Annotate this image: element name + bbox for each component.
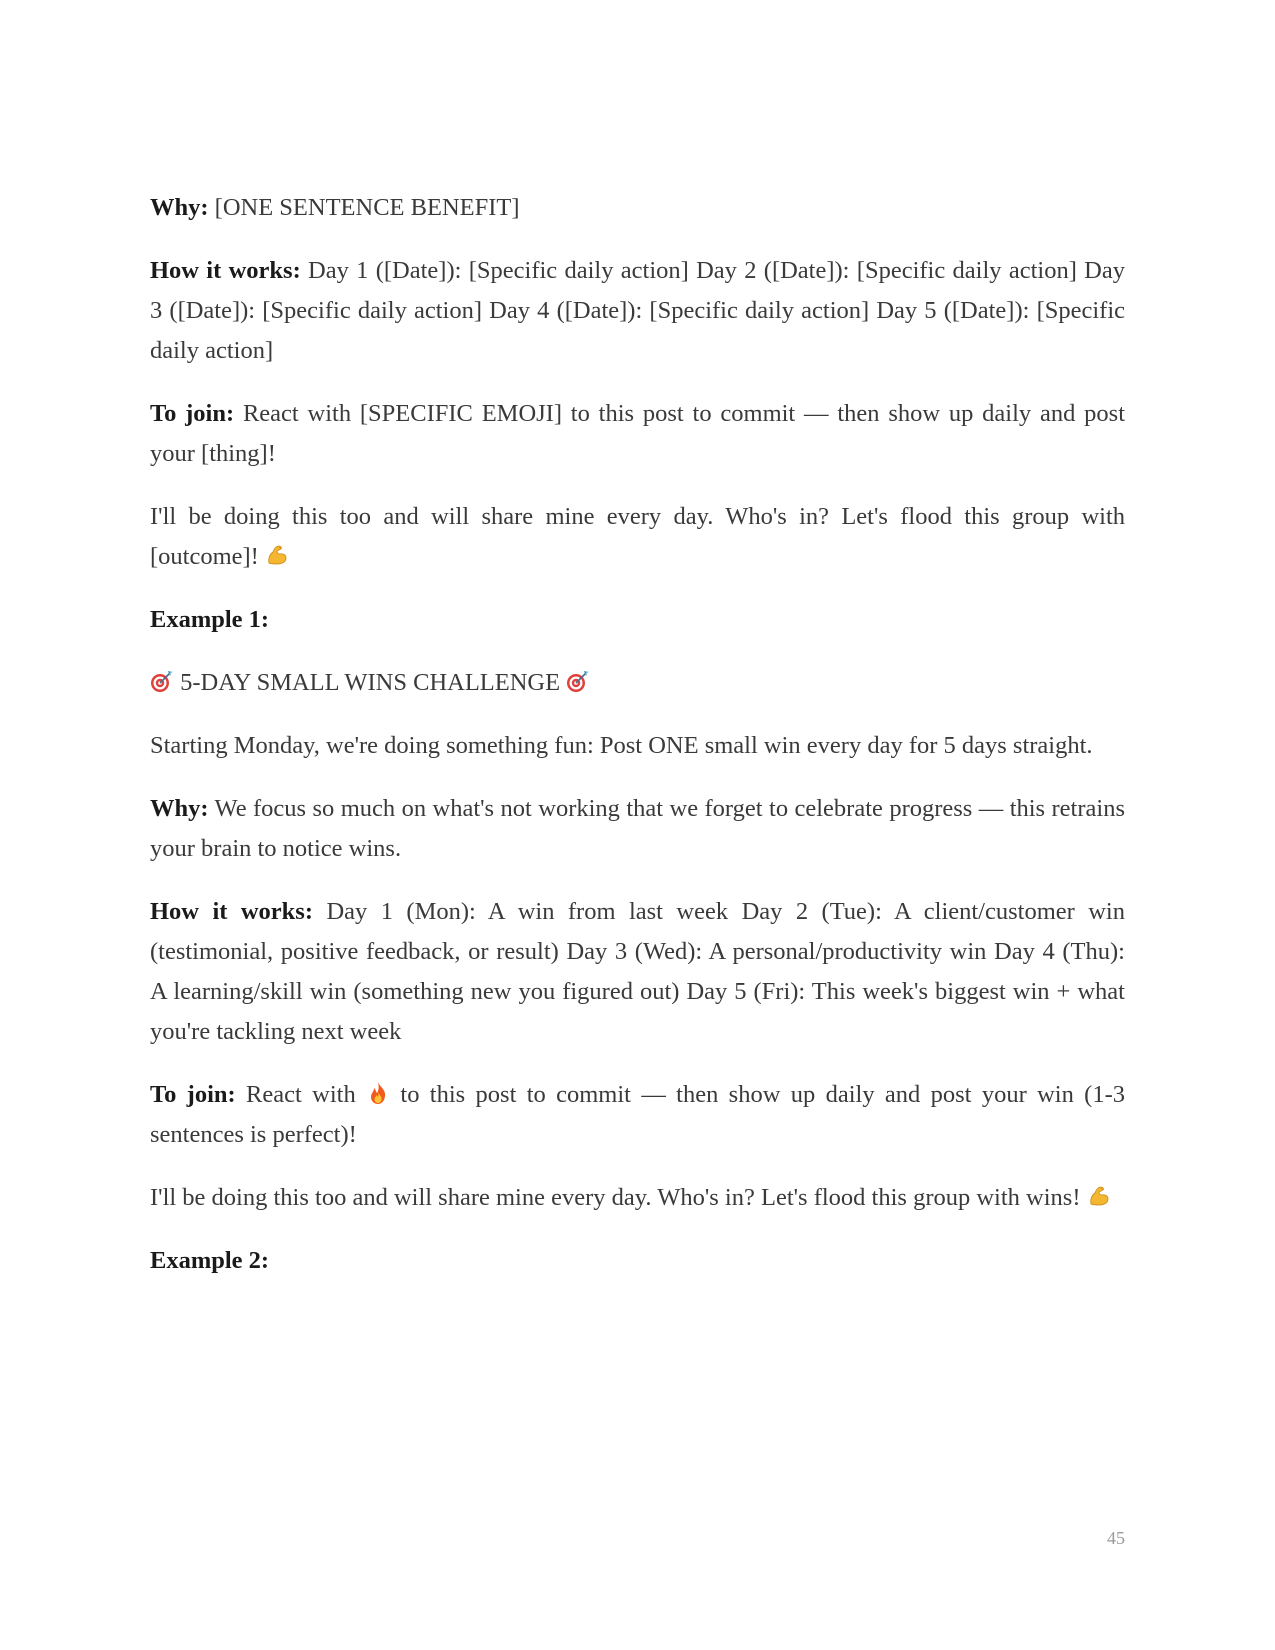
direct-hit-icon — [150, 669, 174, 693]
closing-text: I'll be doing this too and will share mine every day. Who's in? Let's flood this group with wins! — [150, 1184, 1087, 1211]
flexed-biceps-icon — [265, 543, 289, 567]
why-template-paragraph — [150, 188, 1125, 228]
join-text-after: to this post to commit — then show up daily and post your win (1-3 sentences is perfect)! — [150, 1081, 1125, 1148]
challenge-title-text: 5-DAY SMALL WINS CHALLENGE — [174, 669, 567, 696]
challenge-title — [150, 663, 1125, 703]
join-label: To join: — [150, 1081, 236, 1108]
why-text: [ONE SENTENCE BENEFIT] — [208, 194, 520, 221]
closing-template-paragraph — [150, 497, 1125, 577]
document-body — [150, 188, 1125, 1304]
how-text: Day 1 (Mon): A win from last week Day 2 (Tue): A client/customer win (testimonial, positive feedback, or result) Day 3 (Wed): A personal/productivity win Day 4 (Thu): A learning/skill win (something new you figured out) Day 5 (Fri): This week's biggest win + what you're tackling next week — [150, 898, 1125, 1045]
join-text-before: React with — [235, 1081, 367, 1108]
how-label: How it works: — [150, 257, 301, 284]
how-example-paragraph — [150, 892, 1125, 1052]
how-template-paragraph — [150, 251, 1125, 371]
closing-text: I'll be doing this too and will share mine every day. Who's in? Let's flood this group with [outcome]! — [150, 503, 1125, 570]
how-label: How it works: — [150, 898, 313, 925]
page-number: 45 — [1107, 1528, 1125, 1548]
why-label: Why: — [150, 194, 209, 221]
join-text: React with [SPECIFIC EMOJI] to this post to commit — then show up daily and post your [thing]! — [150, 400, 1125, 467]
why-label: Why: — [150, 795, 209, 822]
flexed-biceps-icon — [1087, 1184, 1111, 1208]
direct-hit-icon — [566, 669, 590, 693]
fire-icon — [366, 1081, 390, 1105]
join-label: To join: — [150, 400, 235, 427]
example-1-heading: Example 1: — [150, 606, 270, 633]
join-template-paragraph — [150, 394, 1125, 474]
starting-paragraph: Starting Monday, we're doing something fun: Post ONE small win every day for 5 days straight. — [150, 732, 1093, 759]
closing-example-paragraph — [150, 1178, 1125, 1218]
join-example-paragraph — [150, 1075, 1125, 1155]
how-text: Day 1 ([Date]): [Specific daily action] Day 2 ([Date]): [Specific daily action] Day 3 ([Date]): [Specific daily action] Day 4 ([Date]): [Specific daily action] Day 5 ([Date]): [Specific daily action] — [150, 257, 1125, 364]
why-example-paragraph — [150, 789, 1125, 869]
example-2-heading: Example 2: — [150, 1247, 270, 1274]
why-text: We focus so much on what's not working that we forget to celebrate progress — this retrains your brain to notice wins. — [150, 795, 1125, 862]
